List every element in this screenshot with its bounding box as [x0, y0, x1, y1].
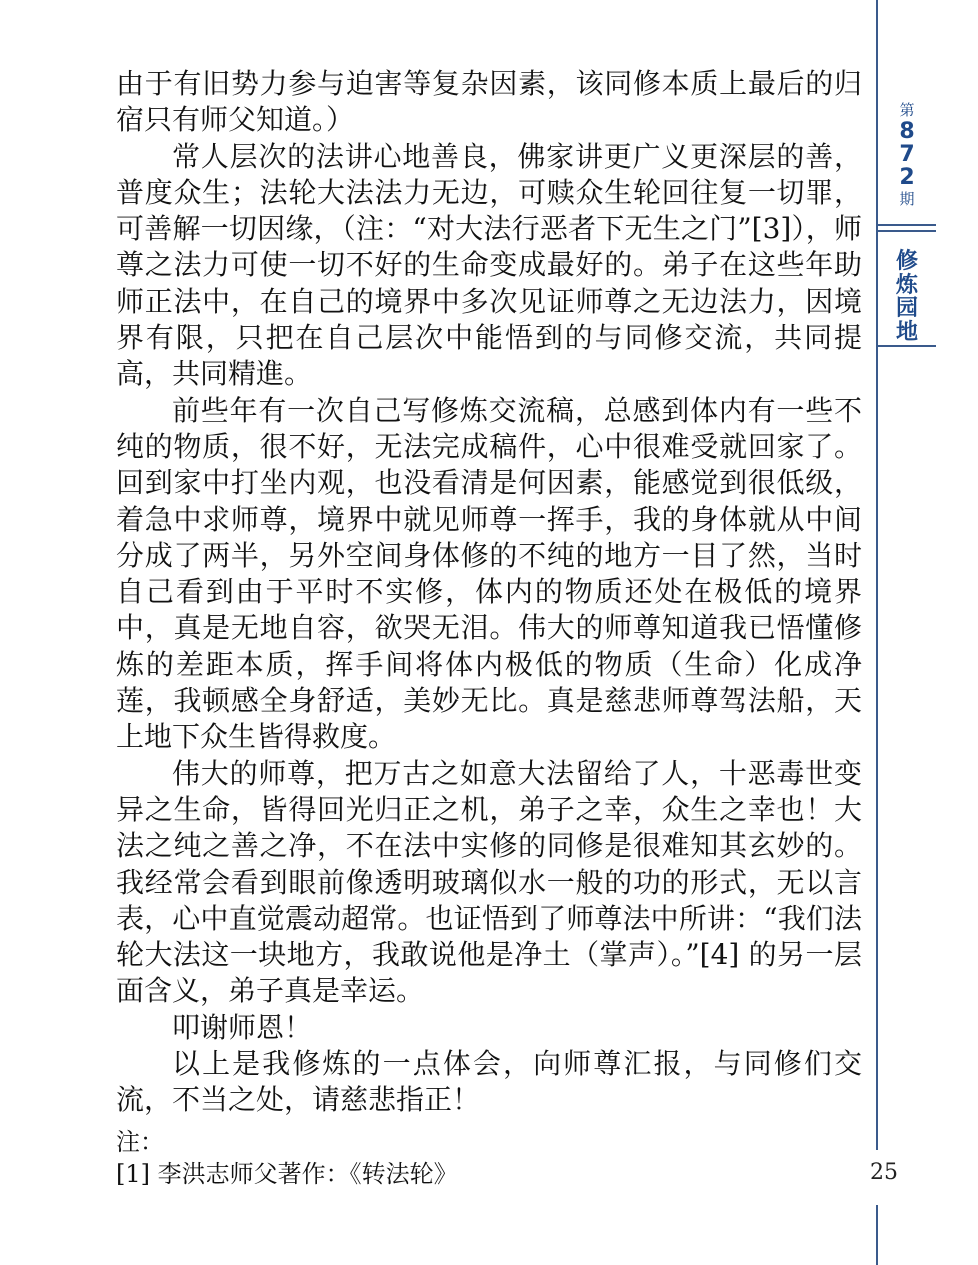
sidebar-divider-line-bottom — [876, 1205, 878, 1265]
article-body — [116, 66, 862, 1119]
sidebar-rule-bottom — [878, 345, 936, 347]
paragraph-5: 叩谢师恩！ — [172, 1010, 313, 1044]
issue-digit-2: 7 — [899, 142, 915, 167]
column-title-char-1: 修 — [895, 249, 918, 274]
sidebar-rule-top-2 — [878, 230, 936, 232]
page-number: 25 — [870, 1160, 898, 1185]
column-title-char-3: 园 — [895, 296, 918, 321]
sidebar — [876, 0, 978, 1150]
issue-number — [878, 100, 936, 222]
column-title-char-4: 地 — [895, 319, 918, 345]
paragraph-4: 伟大的师尊，把万古之如意大法留给了人，十恶毒世变异之生命，皆得回光归正之机，弟子之幸，众生之幸也！大法之纯之善之净，不在法中实修的同修是很难知其玄妙的。我经常会看到眼前像透明玻璃似水一般的功的形式，无以言表，心中直觉震动超常。也证悟到了师尊法中所讲：“我们法轮大法这一块地方，我敢说他是净土（掌声）。”[4] 的另一层面含义，弟子真是幸运。 — [116, 756, 862, 1008]
notes-heading: 注： — [116, 1128, 164, 1156]
paragraph-6: 以上是我修炼的一点体会，向师尊汇报，与同修们交流，不当之处，请慈悲指正！ — [116, 1047, 862, 1117]
column-title — [878, 250, 936, 344]
note-item-1: [1] 李洪志师父著作：《转法轮》 — [116, 1160, 458, 1188]
issue-digit-3: 2 — [899, 165, 915, 190]
paragraph-2: 常人层次的法讲心地善良，佛家讲更广义更深层的善，普度众生；法轮大法法力无边，可赎众生轮回往复一切罪，可善解一切因缘，（注：“对大法行恶者下无生之门”[3]），师尊之法力可使一切不好的生命变成最好的。弟子在这些年助师正法中，在自己的境界中多次见证师尊之无边法力，因境界有限，只把在自己层次中能悟到的与同修交流，共同提高，共同精進。 — [116, 139, 862, 391]
sidebar-rule-top — [878, 224, 936, 226]
column-title-char-2: 炼 — [895, 272, 918, 298]
paragraph-1: 由于有旧势力参与迫害等复杂因素，该同修本质上最后的归宿只有师父知道。） — [116, 67, 862, 137]
paragraph-3: 前些年有一次自己写修炼交流稿，总感到体内有一些不纯的物质，很不好，无法完成稿件，心中很难受就回家了。回到家中打坐内观，也没看清是何因素，能感觉到很低级，着急中求师尊，境界中就见师尊一挥手，我的身体就从中间分成了两半，另外空间身体修的不纯的地方一目了然，当时自己看到由于平时不实修，体内的物质还处在极低的境界中，真是无地自容，欲哭无泪。伟大的师尊知道我已悟懂修炼的差距本质，挥手间将体内极低的物质（生命）化成净莲，我顿感全身舒适，美妙无比。真是慈悲师尊驾法船，天上地下众生皆得救度。 — [116, 393, 862, 754]
issue-suffix: 期 — [899, 190, 915, 208]
issue-prefix: 第 — [899, 101, 915, 119]
issue-digit-1: 8 — [899, 119, 915, 144]
footnotes — [116, 1126, 862, 1190]
